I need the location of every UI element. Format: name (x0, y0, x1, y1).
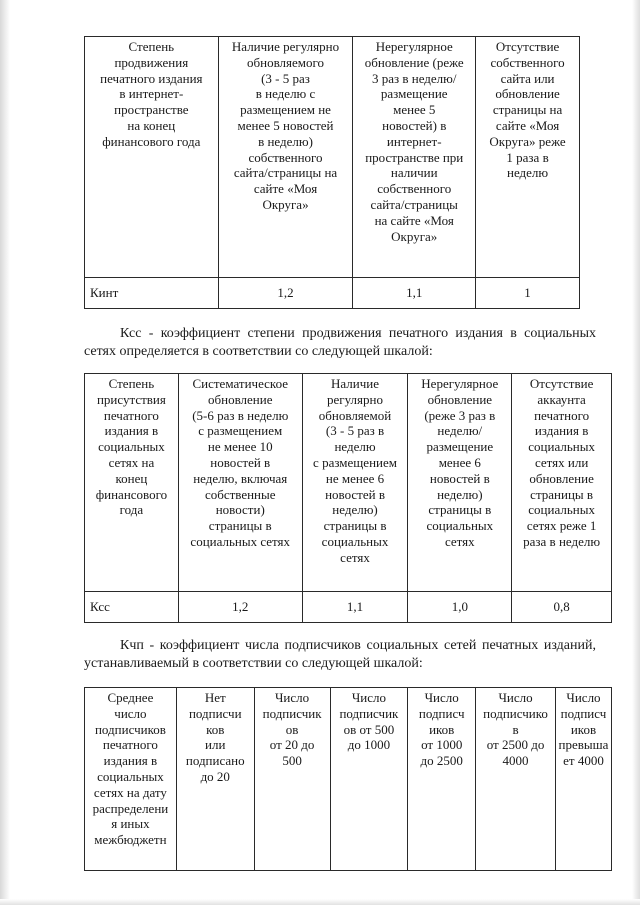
table-header-row (85, 374, 612, 592)
table-header-cell: Число подписчик ов от 20 до 500 (254, 688, 330, 871)
table-header-cell: Нет подписчи ков или подписано до 20 (176, 688, 254, 871)
table-row (85, 592, 612, 623)
kss-table (84, 373, 612, 623)
table-header-cell: Число подписчико в от 2500 до 4000 (476, 688, 556, 871)
table-header-cell: Число подписч иков превыша ет 4000 (555, 688, 611, 871)
table-header-cell: Нерегулярное обновление (реже 3 раз в неделю/ размещение менее 5 новостей) в интернет- пространстве при наличии собственного сайта/страницы на сайте «Моя Округа» (353, 37, 476, 278)
table-row (85, 278, 580, 309)
paragraph-kchp: Кчп - коэффициент числа подписчиков социальных сетей печатных изданий, устанавливаемый в соответствии со следующей шкалой: (84, 638, 596, 671)
table-cell: 1,0 (408, 592, 512, 623)
table-header-cell: Наличие регулярно обновляемого (3 - 5 раз в неделю с размещением не менее 5 новостей в неделю) собственного сайта/страницы на сайте «Моя Округа» (218, 37, 353, 278)
table-header-cell: Отсутствие аккаунта печатного издания в социальных сетях или обновление страницы в социальных сетях реже 1 раза в неделю (512, 374, 612, 592)
table-cell: 1,1 (353, 278, 476, 309)
table-header-cell: Нерегулярное обновление (реже 3 раз в неделю/ размещение менее 6 новостей в неделю) страницы в социальных сетях (408, 374, 512, 592)
scan-edge-right (632, 0, 640, 905)
kchp-table (84, 687, 612, 871)
table-header-cell: Число подписч иков от 1000 до 2500 (408, 688, 476, 871)
table-cell: 1,1 (302, 592, 408, 623)
row-label: Кинт (85, 278, 219, 309)
table-header-cell: Степень продвижения печатного издания в интернет- пространстве на конец финансового года (85, 37, 219, 278)
table-cell: 1 (476, 278, 580, 309)
table-header-cell: Число подписчик ов от 500 до 1000 (330, 688, 408, 871)
table-cell: 0,8 (512, 592, 612, 623)
table-header-cell: Систематическое обновление (5-6 раз в неделю с размещением не менее 10 новостей в неделю, включая собственные новости) страницы в социальных сетях (178, 374, 302, 592)
table-header-cell: Отсутствие собственного сайта или обновление страницы на сайте «Моя Округа» реже 1 раза в неделю (476, 37, 580, 278)
table-header-cell: Наличие регулярно обновляемой (3 - 5 раз в неделю с размещением не менее 6 новостей в неделю) страницы в социальных сетях (302, 374, 408, 592)
paragraph-kss: Ксс - коэффициент степени продвижения печатного издания в социальных сетях определяется в соответствии со следующей шкалой: (84, 326, 596, 359)
kint-table (84, 36, 580, 309)
table-header-row (85, 37, 580, 278)
table-header-row (85, 688, 612, 871)
scan-edge-bottom (0, 899, 640, 905)
table-header-cell: Степень присутствия печатного издания в социальных сетях на конец финансового года (85, 374, 179, 592)
table-cell: 1,2 (218, 278, 353, 309)
row-label: Ксс (85, 592, 179, 623)
table-cell: 1,2 (178, 592, 302, 623)
table-header-cell: Среднее число подписчиков печатного издания в социальных сетях на дату распределени я иных межбюджетн (85, 688, 177, 871)
scan-edge-left (0, 0, 10, 905)
